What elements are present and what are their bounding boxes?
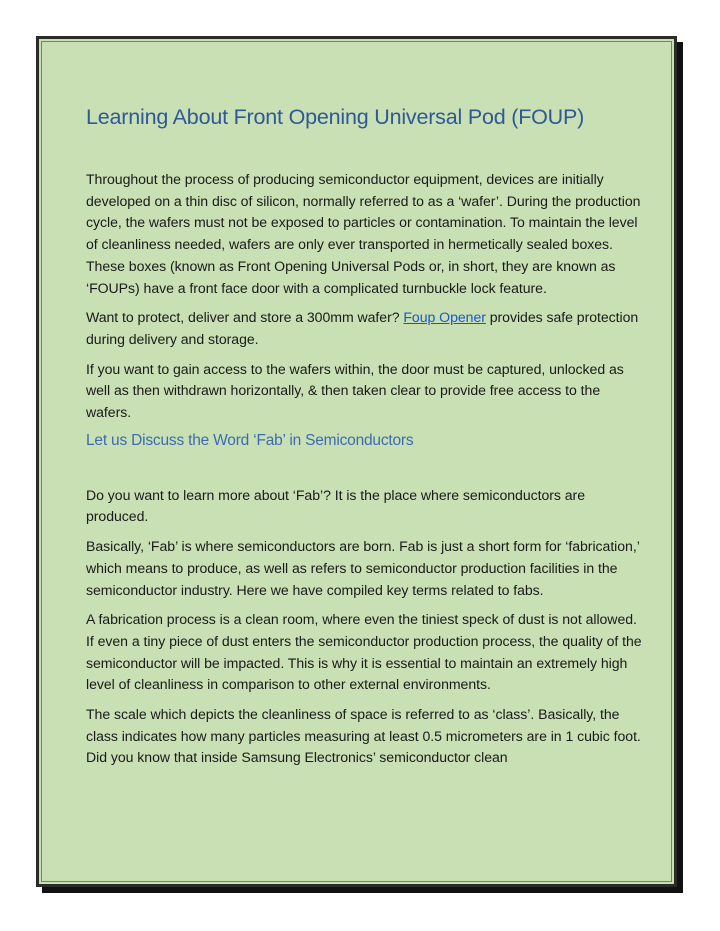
fab-paragraph-4: The scale which depicts the cleanliness of space is referred to as ‘class’. Basically, the class indicates how many particles measuring at least 0.5 micrometers are in 1 cubic foot. Did you know that inside Samsung Electronics’ semiconductor clean xyxy=(86,706,641,766)
section-subheading: Let us Discuss the Word ‘Fab’ in Semiconductors xyxy=(86,431,414,449)
document-page xyxy=(36,36,677,887)
protect-text-before: Want to protect, deliver and store a 300mm wafer? xyxy=(86,309,404,326)
access-paragraph: If you want to gain access to the wafers within, the door must be captured, unlocked as well as then withdrawn horizontally, & then taken clear to provide free access to the wafers. xyxy=(86,360,624,421)
foup-opener-link[interactable]: Foup Opener xyxy=(403,309,486,326)
document-title: Learning About Front Opening Universal Pod (FOUP) xyxy=(86,105,585,129)
protect-paragraph xyxy=(86,307,642,350)
fab-paragraph-1: Do you want to learn more about ‘Fab’? It is the place where semiconductors are produced. xyxy=(86,486,585,525)
document-content xyxy=(86,105,642,777)
intro-paragraph: Throughout the process of producing semiconductor equipment, devices are initially developed on a thin disc of silicon, normally referred to as a ‘wafer’. During the production cycle, the wafers must not be exposed to particles or contamination. To maintain the level of cleanliness needed, wafers are only ever transported in hermetically sealed boxes. These boxes (known as Front Opening Universal Pods or, in short, they are known as ‘FOUPs) have a front face door with a complicated turnbuckle lock feature. xyxy=(86,171,641,296)
fab-paragraph-2: Basically, ‘Fab’ is where semiconductors are born. Fab is just a short form for ‘fabrication,’ which means to produce, as well as refers to semiconductor production facilities in the semiconductor industry. Here we have compiled key terms related to fabs. xyxy=(86,538,640,598)
protect-text-after: provides safe protection during delivery and storage. xyxy=(86,309,639,347)
fab-paragraph-3: A fabrication process is a clean room, where even the tiniest speck of dust is not allowed. If even a tiny piece of dust enters the semiconductor production process, the quality of the semiconductor will be impacted. This is why it is essential to maintain an extremely high level of cleanliness in comparison to other external environments. xyxy=(86,611,642,693)
